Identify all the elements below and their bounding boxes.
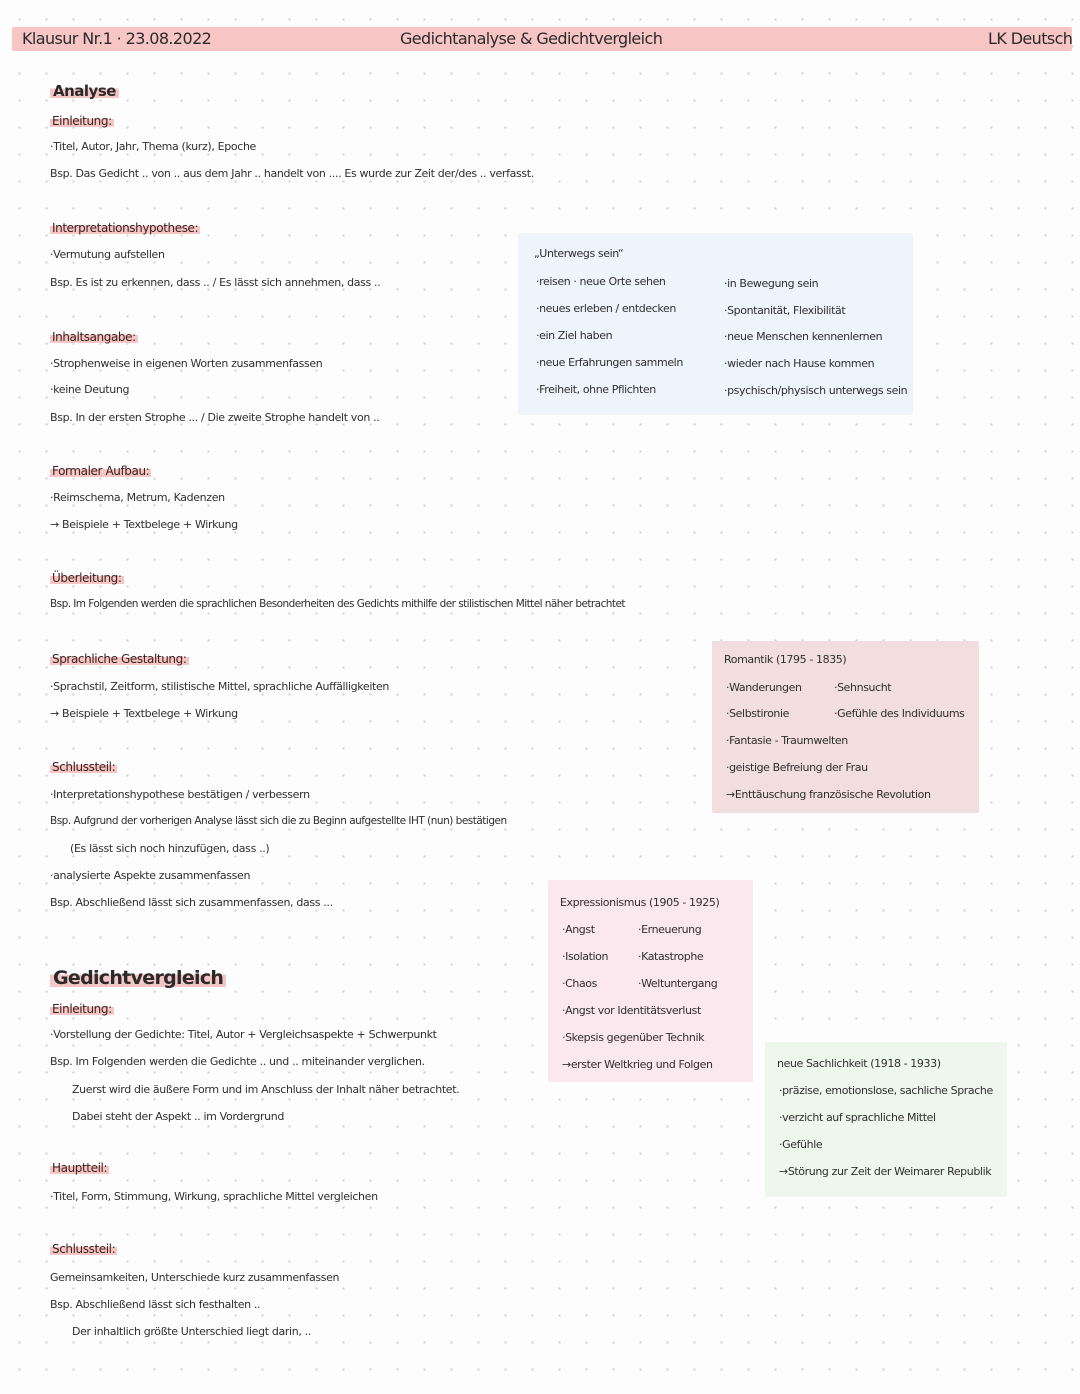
heading-schlussteil: Schlussteil: <box>52 760 116 774</box>
exam-label: Klausur Nr.1 · 23.08.2022 <box>22 29 212 48</box>
romantik-box <box>712 641 979 813</box>
list-item: ·Weltuntergang <box>638 977 718 990</box>
list-item: →erster Weltkrieg und Folgen <box>562 1058 713 1071</box>
example-line: Bsp. Im Folgenden werden die Gedichte .. und .. miteinander verglichen. <box>50 1055 425 1068</box>
text-line: ·Sprachstil, Zeitform, stilistische Mittel, sprachliche Auffälligkeiten <box>50 680 390 693</box>
text-line: (Es lässt sich noch hinzufügen, dass ..) <box>70 842 270 855</box>
text-line: ·Reimschema, Metrum, Kadenzen <box>50 491 225 504</box>
heading-einleitung: Einleitung: <box>52 1002 112 1016</box>
list-item: ·Katastrophe <box>638 950 704 963</box>
neue-sachlichkeit-box <box>765 1042 1007 1197</box>
heading-schlussteil: Schlussteil: <box>52 1242 116 1256</box>
example-line: Bsp. Das Gedicht .. von .. aus dem Jahr .. handelt von .... Es wurde zur Zeit der/des .. verfasst. <box>50 167 534 180</box>
expressionismus-box <box>548 880 753 1082</box>
list-item: ·neues erleben / entdecken <box>536 302 676 315</box>
list-item: ·geistige Befreiung der Frau <box>726 761 868 774</box>
course-label: LK Deutsch <box>988 29 1073 48</box>
heading-interpretationshypothese: Interpretationshypothese: <box>52 221 199 235</box>
list-item: ·Chaos <box>562 977 597 990</box>
list-item: ·Freiheit, ohne Pflichten <box>536 383 656 396</box>
unterwegs-sein-box <box>518 233 913 415</box>
list-item: ·Wanderungen <box>726 681 802 694</box>
list-item: ·Isolation <box>562 950 609 963</box>
box-title: neue Sachlichkeit (1918 - 1933) <box>777 1057 941 1070</box>
text-line: ·Vorstellung der Gedichte: Titel, Autor + Vergleichsaspekte + Schwerpunkt <box>50 1028 437 1041</box>
list-item: ·wieder nach Hause kommen <box>724 357 875 370</box>
list-item: ·Gefühle des Individuums <box>834 707 965 720</box>
list-item: ·psychisch/physisch unterwegs sein <box>724 384 908 397</box>
list-item: →Störung zur Zeit der Weimarer Republik <box>779 1165 992 1178</box>
text-line: Zuerst wird die äußere Form und im Anschluss der Inhalt näher betrachtet. <box>72 1083 460 1096</box>
text-line: ·analysierte Aspekte zusammenfassen <box>50 869 251 882</box>
text-line: ·Titel, Form, Stimmung, Wirkung, sprachliche Mittel vergleichen <box>50 1190 378 1203</box>
heading-formaler-aufbau: Formaler Aufbau: <box>52 464 150 478</box>
text-line: ·keine Deutung <box>50 383 130 396</box>
heading-inhaltsangabe: Inhaltsangabe: <box>52 330 136 344</box>
example-line: Bsp. Im Folgenden werden die sprachlichen Besonderheiten des Gedichts mithilfe der stilistischen Mittel näher betrachtet <box>50 598 625 610</box>
example-line: Bsp. Aufgrund der vorherigen Analyse lässt sich die zu Beginn aufgestellte IHT (nun) bestätigen <box>50 815 507 827</box>
heading-sprachliche-gestaltung: Sprachliche Gestaltung: <box>52 652 187 666</box>
list-item: ·Angst vor Identitätsverlust <box>562 1004 701 1017</box>
list-item: ·Erneuerung <box>638 923 702 936</box>
list-item: ·neue Menschen kennenlernen <box>724 330 883 343</box>
section-title-gedichtvergleich: Gedichtvergleich <box>50 967 226 989</box>
text-line: → Beispiele + Textbelege + Wirkung <box>50 707 238 720</box>
list-item: ·Gefühle <box>779 1138 823 1151</box>
heading-einleitung: Einleitung: <box>52 114 112 128</box>
text-line: Dabei steht der Aspekt .. im Vordergrund <box>72 1110 285 1123</box>
list-item: ·Fantasie - Traumwelten <box>726 734 848 747</box>
list-item: ·neue Erfahrungen sammeln <box>536 356 683 369</box>
text-line: ·Interpretationshypothese bestätigen / verbessern <box>50 788 310 801</box>
heading-ueberleitung: Überleitung: <box>52 571 122 585</box>
list-item: ·Sehnsucht <box>834 681 892 694</box>
text-line: → Beispiele + Textbelege + Wirkung <box>50 518 238 531</box>
text-line: Der inhaltlich größte Unterschied liegt darin, .. <box>72 1325 311 1338</box>
example-line: Bsp. Abschließend lässt sich zusammenfassen, dass ... <box>50 896 333 909</box>
example-line: Bsp. In der ersten Strophe ... / Die zweite Strophe handelt von .. <box>50 411 380 424</box>
list-item: ·Spontanität, Flexibilität <box>724 304 846 317</box>
list-item: ·verzicht auf sprachliche Mittel <box>779 1111 936 1124</box>
box-title: Romantik (1795 - 1835) <box>724 653 847 666</box>
text-line: Gemeinsamkeiten, Unterschiede kurz zusammenfassen <box>50 1271 340 1284</box>
box-title: „Unterwegs sein“ <box>534 247 624 260</box>
text-line: ·Titel, Autor, Jahr, Thema (kurz), Epoche <box>50 140 256 153</box>
heading-hauptteil: Hauptteil: <box>52 1161 108 1175</box>
box-title: Expressionismus (1905 - 1925) <box>560 896 720 909</box>
list-item: ·ein Ziel haben <box>536 329 613 342</box>
list-item: ·Angst <box>562 923 595 936</box>
example-line: Bsp. Es ist zu erkennen, dass .. / Es lässt sich annehmen, dass .. <box>50 276 381 289</box>
page-title: Gedichtanalyse & Gedichtvergleich <box>400 29 663 48</box>
list-item: ·reisen · neue Orte sehen <box>536 275 666 288</box>
text-line: ·Strophenweise in eigenen Worten zusammenfassen <box>50 357 323 370</box>
list-item: ·in Bewegung sein <box>724 277 819 290</box>
list-item: ·Selbstironie <box>726 707 789 720</box>
list-item: ·präzise, emotionslose, sachliche Sprache <box>779 1084 993 1097</box>
section-title-analyse: Analyse <box>50 82 119 100</box>
text-line: ·Vermutung aufstellen <box>50 248 165 261</box>
list-item: →Enttäuschung französische Revolution <box>726 788 931 801</box>
example-line: Bsp. Abschließend lässt sich festhalten .. <box>50 1298 261 1311</box>
list-item: ·Skepsis gegenüber Technik <box>562 1031 705 1044</box>
